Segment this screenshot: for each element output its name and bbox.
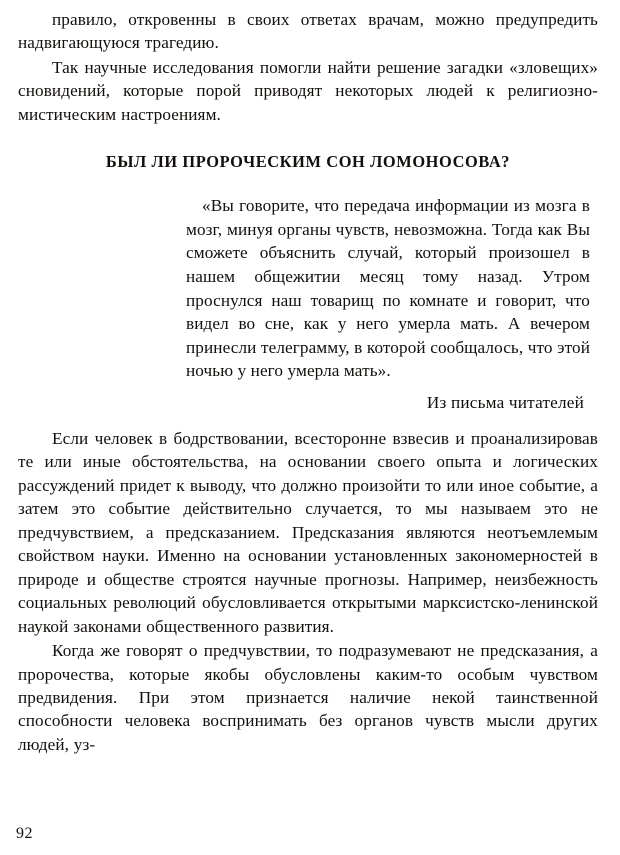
paragraph-body-2: Когда же говорят о предчувствии, то подразумевают не предсказания, а пророчества, которые якобы обусловлены каким-то особым чувством предвидения. При этом признается наличие некой таинственной способности человека воспринимать без органов чувств мысли других людей, уз- [18, 641, 598, 754]
quote-block [18, 194, 598, 413]
paragraph-top-1: правило, откровенны в своих ответах врачам, можно предупредить надвигающуюся трагедию. [18, 10, 598, 53]
quote-attribution: Из письма читателей [426, 392, 584, 412]
page-number: 92 [16, 825, 33, 842]
paragraph-body-1: Если человек в бодрствовании, всесторонне взвесив и проанализировав те или иные обстоятельства, на основании своего опыта и логических рассуждений придет к выводу, что должно произойти то или иное событие, а затем это событие действительно случается, то мы называем это не предчувствием, а предсказанием. Предсказания являются неотъемлемым свойством науки. Именно на основании установленных закономерностей в природе и обществе строятся научные прогнозы. Например, неизбежность социальных революций обусловливается открытыми марксистско-ленинской наукой законами общественного развития. [18, 428, 598, 636]
body-block [18, 427, 598, 757]
quote-text: «Вы говорите, что передача информации из мозга в мозг, минуя органы чувств, невозможна. Тогда как Вы сможете объяснить случай, который произошел в нашем общежитии месяц тому назад. Утром проснулся наш товарищ по комнате и говорит, что видел во сне, как у него умерла мать. А вечером принесли телеграмму, в которой сообщалось, что этой ночью у него умерла мать». [186, 196, 590, 381]
section-heading: БЫЛ ЛИ ПРОРОЧЕСКИМ СОН ЛОМОНОСОВА? [105, 152, 511, 172]
paragraph-top-2: Так научные исследования помогли найти решение загадки «зловещих» сновидений, которые порой приводят некоторых людей к религиозно-мистическим настроениям. [18, 57, 598, 124]
